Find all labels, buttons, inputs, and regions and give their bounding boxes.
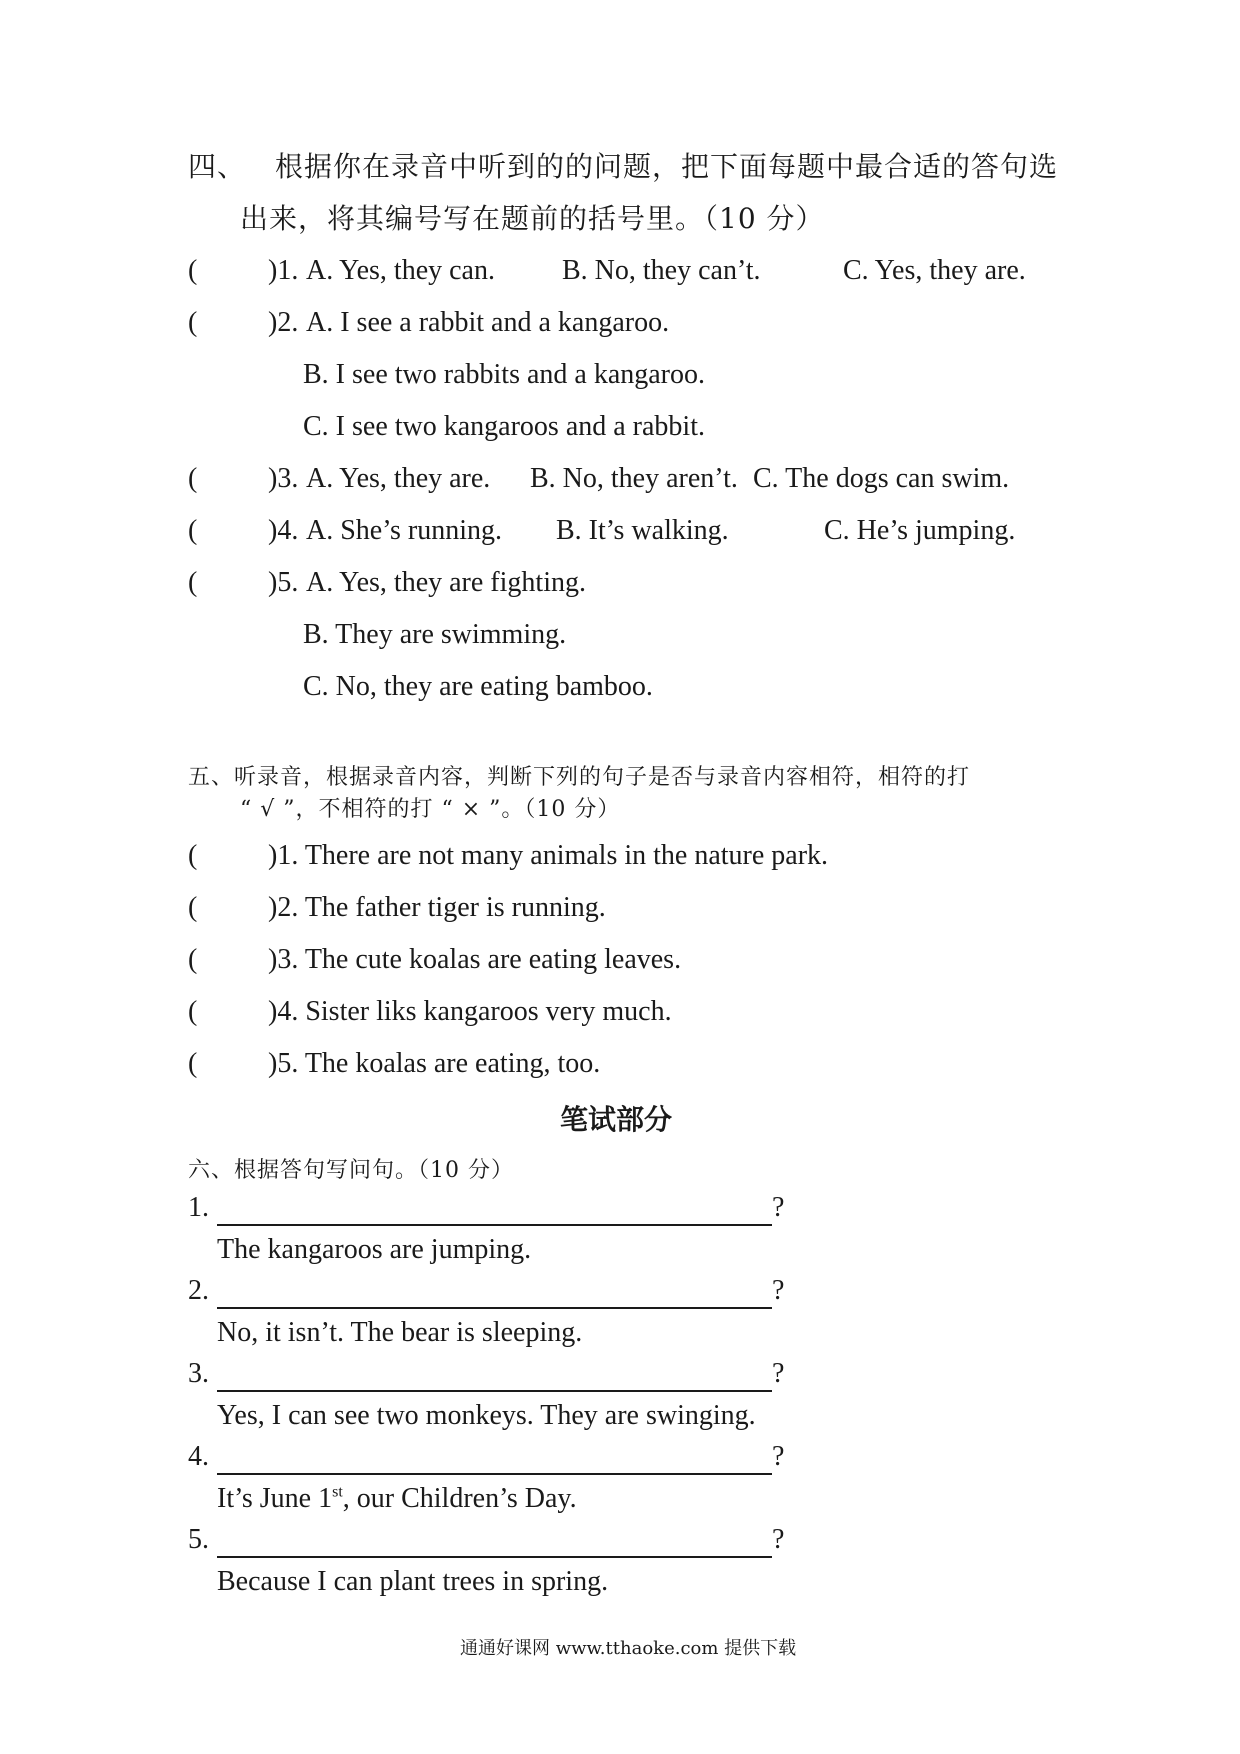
footer-source: 通通好课网 www.tthaoke.com 提供下载 [460,1638,797,1659]
answer-paren-open: ( [188,944,198,975]
option-c: C. I see two kangaroos and a rabbit. [303,411,705,442]
option-a: A. Yes, they are fighting. [306,567,586,598]
question-number: )4. [268,515,299,546]
question-number: )1. [268,255,299,286]
question-number: 4. [188,1441,209,1472]
question-number: 5. [188,1524,209,1555]
section5-instruction-line1: 五、听录音，根据录音内容，判断下列的句子是否与录音内容相符，相符的打 [188,765,971,790]
section5-instruction-line2: “ √ ”，不相符的打 “ × ”。（10 分） [240,797,621,822]
answer-paren-open: ( [188,567,198,598]
answer-blank-line[interactable] [217,1473,772,1475]
option-b: B. It’s walking. [556,515,729,546]
given-answer: Yes, I can see two monkeys. They are swinging. [217,1400,756,1431]
question-number: )2. [268,307,299,338]
answer-text: , our Children’s Day. [342,1483,577,1514]
answer-paren-open: ( [188,892,198,923]
option-b: B. No, they can’t. [562,255,761,286]
given-answer: Because I can plant trees in spring. [217,1566,609,1597]
option-c: C. He’s jumping. [824,515,1016,546]
option-b: B. No, they aren’t. [530,463,738,494]
given-answer [217,1483,577,1515]
answer-blank-line[interactable] [217,1390,772,1392]
answer-paren-open: ( [188,1048,198,1079]
true-false-statement: )4. Sister liks kangaroos very much. [268,996,672,1027]
true-false-statement: )1. There are not many animals in the nature park. [268,840,829,871]
answer-paren-open: ( [188,255,198,286]
answer-blank-line[interactable] [217,1307,772,1309]
question-mark: ? [772,1441,785,1472]
question-mark: ? [772,1275,785,1306]
answer-blank-line[interactable] [217,1224,772,1226]
option-a: A. She’s running. [306,515,502,546]
question-number: )3. [268,463,299,494]
option-c: C. Yes, they are. [843,255,1026,286]
answer-paren-open: ( [188,996,198,1027]
answer-paren-open: ( [188,307,198,338]
option-b: B. They are swimming. [303,619,567,650]
answer-text: It’s June 1 [217,1483,333,1514]
section4-instruction-line2: 出来，将其编号写在题前的括号里。（10 分） [240,202,825,235]
given-answer: No, it isn’t. The bear is sleeping. [217,1317,583,1348]
ordinal-suffix: st [332,1483,343,1501]
question-mark: ? [772,1524,785,1555]
option-a: A. I see a rabbit and a kangaroo. [306,307,670,338]
true-false-statement: )5. The koalas are eating, too. [268,1048,601,1079]
option-b: B. I see two rabbits and a kangaroo. [303,359,705,390]
option-c: C. The dogs can swim. [753,463,1010,494]
question-mark: ? [772,1192,785,1223]
question-mark: ? [772,1358,785,1389]
question-number: 2. [188,1275,209,1306]
option-a: A. Yes, they are. [306,463,491,494]
section4-number: 四、 [188,150,247,183]
section6-instruction: 六、根据答句写问句。（10 分） [188,1158,514,1183]
answer-paren-open: ( [188,463,198,494]
answer-paren-open: ( [188,840,198,871]
section4-instruction-line1: 根据你在录音中听到的的问题，把下面每题中最合适的答句选 [275,150,1059,183]
true-false-statement: )3. The cute koalas are eating leaves. [268,944,682,975]
question-number: )5. [268,567,299,598]
written-part-title: 笔试部分 [560,1103,673,1136]
option-c: C. No, they are eating bamboo. [303,671,653,702]
true-false-statement: )2. The father tiger is running. [268,892,606,923]
answer-paren-open: ( [188,515,198,546]
option-a: A. Yes, they can. [306,255,495,286]
given-answer: The kangaroos are jumping. [217,1234,532,1265]
question-number: 1. [188,1192,209,1223]
question-number: 3. [188,1358,209,1389]
answer-blank-line[interactable] [217,1556,772,1558]
